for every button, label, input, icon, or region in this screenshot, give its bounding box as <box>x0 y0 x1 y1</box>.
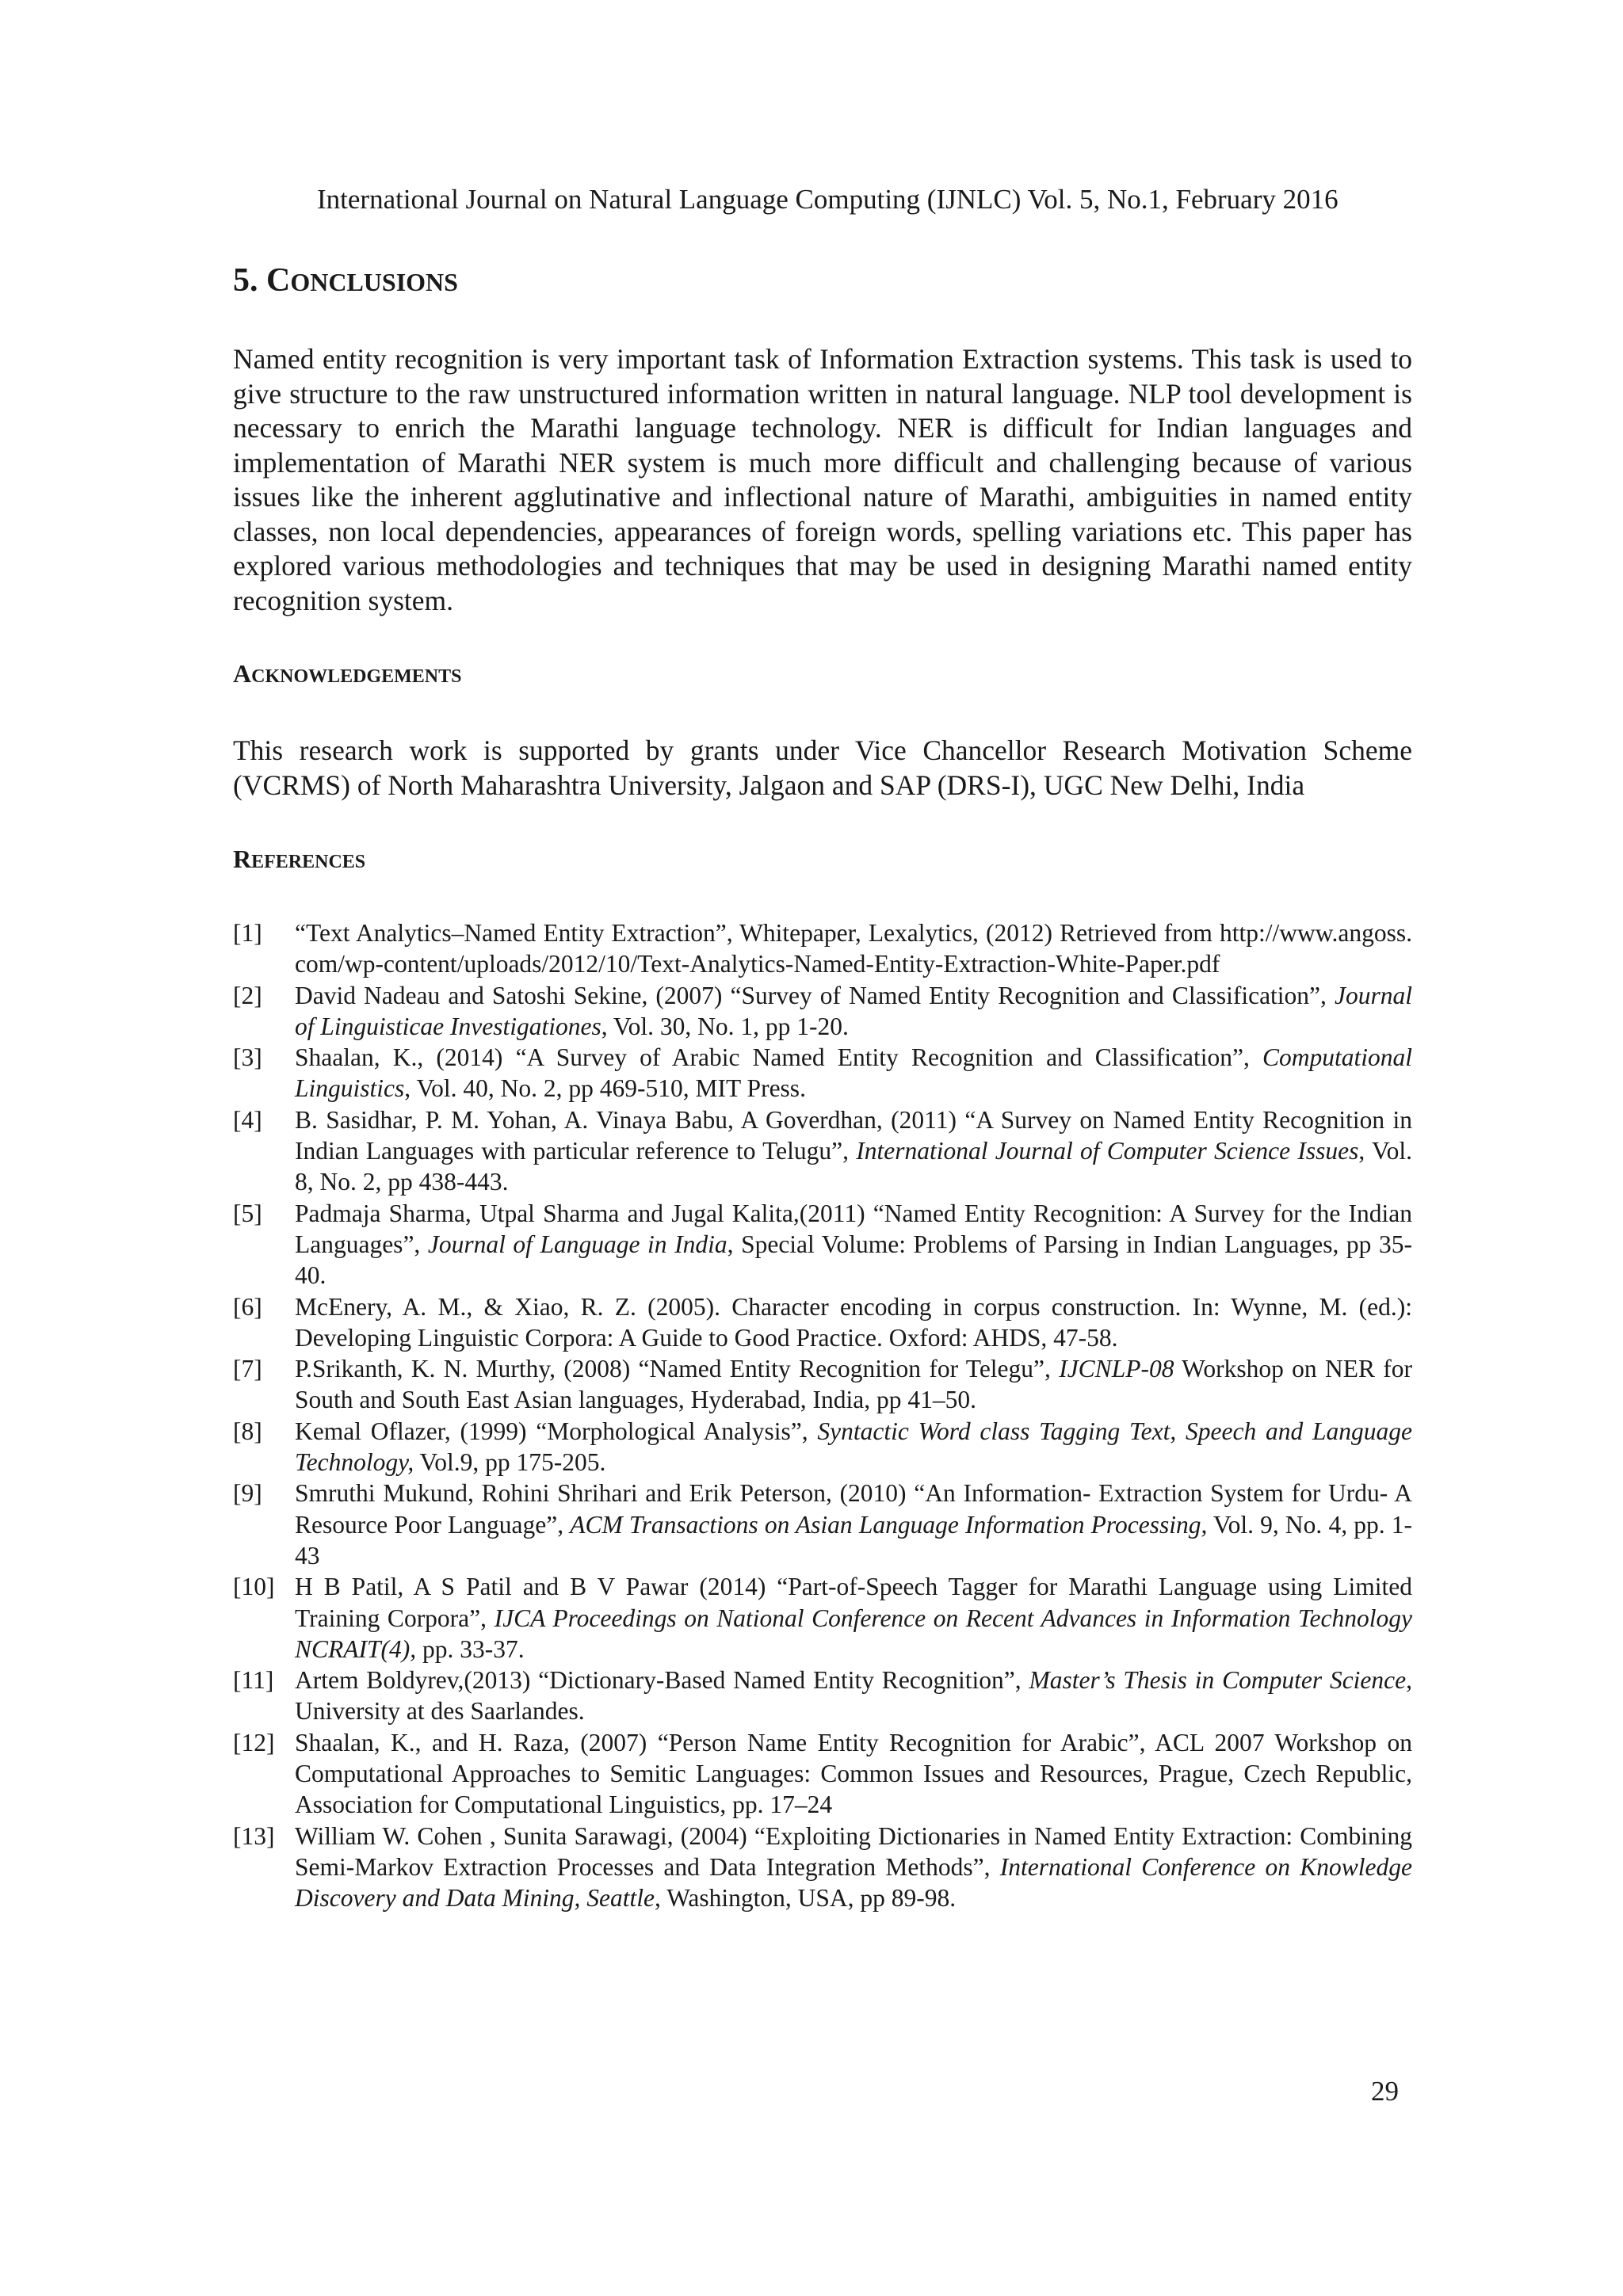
conclusions-heading-rest: ONCLUSIONS <box>290 268 458 296</box>
reference-item <box>233 1727 1412 1821</box>
reference-item <box>233 1104 1412 1198</box>
reference-item <box>233 1665 1412 1727</box>
references-heading-initial: R <box>233 845 252 873</box>
reference-text: “Text Analytics–Named Entity Extraction”, Whitepaper, Lexalytics, (2012) Retrieved from http://www.angoss.com/wp-content/uploads/2012/10/Text-Analytics-Named-Entity-Extraction-White-Paper.pdf <box>295 919 1412 978</box>
acknowledgements-paragraph: This research work is supported by grants under Vice Chancellor Research Motivation Scheme (VCRMS) of North Maharashtra University, Jalgaon and SAP (DRS-I), UGC New Delhi, India <box>233 734 1412 801</box>
conclusions-heading-initial: C <box>266 262 291 299</box>
references-heading-rest: EFERENCES <box>251 852 366 872</box>
reference-text: McEnery, A. M., & Xiao, R. Z. (2005). Character encoding in corpus construction. In: Wynne, M. (ed.): Developing Linguistic Corpora: A Guide to Good Practice. Oxford: AHDS, 47-58. <box>295 1292 1412 1352</box>
reference-item <box>233 1821 1412 1914</box>
reference-number: [7] <box>233 1355 262 1383</box>
reference-item <box>233 980 1412 1043</box>
reference-item <box>233 1478 1412 1571</box>
conclusions-heading-number: 5. <box>233 262 266 299</box>
reference-url[interactable]: http://www.angoss.com/wp-content/uploads/2012/10/Text-Analytics-Named-Entity-Extraction-White-Paper.pdf <box>295 919 1412 978</box>
reference-list <box>233 917 1412 1914</box>
reference-text: P.Srikanth, K. N. Murthy, (2008) “Named Entity Recognition for Telegu”, IJCNLP-08 Workshop on NER for South and South East Asian languages, Hyderabad, India, pp 41–50. <box>295 1355 1412 1414</box>
references-heading <box>233 845 365 874</box>
reference-number: [4] <box>233 1105 262 1134</box>
reference-number: [10] <box>233 1573 275 1601</box>
reference-number: [3] <box>233 1043 262 1072</box>
conclusions-heading <box>233 261 458 299</box>
reference-item <box>233 1353 1412 1416</box>
reference-text: Smruthi Mukund, Rohini Shrihari and Erik Peterson, (2010) “An Information- Extraction System for Urdu- A Resource Poor Language”, ACM Transactions on Asian Language Information Processing, Vol. 9, No. 4, pp. 1-43 <box>295 1479 1412 1569</box>
reference-number: [6] <box>233 1292 262 1321</box>
reference-number: [2] <box>233 981 262 1009</box>
reference-item <box>233 917 1412 980</box>
running-header: International Journal on Natural Language Computing (IJNLC) Vol. 5, No.1, February 2016 <box>317 184 1338 215</box>
reference-item <box>233 1198 1412 1291</box>
reference-text: William W. Cohen , Sunita Sarawagi, (2004) “Exploiting Dictionaries in Named Entity Extraction: Combining Semi-Markov Extraction Processes and Data Integration Methods”, International Conference on Knowledge Discovery and Data Mining, Seattle, Washington, USA, pp 89-98. <box>295 1821 1412 1913</box>
page-number: 29 <box>1371 2076 1399 2107</box>
reference-text: David Nadeau and Satoshi Sekine, (2007) “Survey of Named Entity Recognition and Classification”, Journal of Linguisticae Investigationes, Vol. 30, No. 1, pp 1-20. <box>295 981 1412 1040</box>
reference-item <box>233 1042 1412 1104</box>
acknowledgements-heading <box>233 659 461 688</box>
reference-text: Shaalan, K., (2014) “A Survey of Arabic Named Entity Recognition and Classification”, Computational Linguistics, Vol. 40, No. 2, pp 469-510, MIT Press. <box>295 1043 1412 1103</box>
reference-text: Padmaja Sharma, Utpal Sharma and Jugal Kalita,(2011) “Named Entity Recognition: A Survey for the Indian Languages”, Journal of Language in India, Special Volume: Problems of Parsing in Indian Languages, pp 35-40. <box>295 1199 1412 1290</box>
reference-item <box>233 1416 1412 1478</box>
reference-item <box>233 1291 1412 1354</box>
reference-number: [5] <box>233 1199 262 1227</box>
reference-text: B. Sasidhar, P. M. Yohan, A. Vinaya Babu, A Goverdhan, (2011) “A Survey on Named Entity Recognition in Indian Languages with particular reference to Telugu”, International Journal of Computer Science Issues, Vol. 8, No. 2, pp 438-443. <box>295 1105 1412 1196</box>
acknowledgements-heading-rest: CKNOWLEDGEMENTS <box>251 666 462 687</box>
reference-text: Shaalan, K., and H. Raza, (2007) “Person Name Entity Recognition for Arabic”, ACL 2007 Workshop on Computational Approaches to Semitic Languages: Common Issues and Resources, Prague, Czech Republic, Association for Computational Linguistics, pp. 17–24 <box>295 1728 1412 1819</box>
reference-number: [12] <box>233 1728 275 1756</box>
reference-item <box>233 1571 1412 1665</box>
reference-number: [9] <box>233 1479 262 1508</box>
reference-text: H B Patil, A S Patil and B V Pawar (2014) “Part-of-Speech Tagger for Marathi Language using Limited Training Corpora”, IJCA Proceedings on National Conference on Recent Advances in Information Technology NCRAIT(4), pp. 33-37. <box>295 1573 1412 1663</box>
reference-number: [8] <box>233 1417 262 1445</box>
reference-number: [11] <box>233 1666 274 1695</box>
reference-number: [1] <box>233 919 262 947</box>
reference-text: Artem Boldyrev,(2013) “Dictionary-Based Named Entity Recognition”, Master’s Thesis in Computer Science, University at des Saarlandes. <box>295 1666 1412 1726</box>
acknowledgements-heading-initial: A <box>233 659 252 688</box>
reference-text: Kemal Oflazer, (1999) “Morphological Analysis”, Syntactic Word class Tagging Text, Speech and Language Technology, Vol.9, pp 175-205. <box>295 1417 1412 1477</box>
conclusions-paragraph: Named entity recognition is very important task of Information Extraction systems. This task is used to give structure to the raw unstructured information written in natural language. NLP tool development is necessary to enrich the Marathi language technology. NER is difficult for Indian languages and implementation of Marathi NER system is much more difficult and challenging because of various issues like the inherent agglutinative and inflectional nature of Marathi, ambiguities in named entity classes, non local dependencies, appearances of foreign words, spelling variations etc. This paper has explored various methodologies and techniques that may be used in designing Marathi named entity recognition system. <box>233 343 1412 616</box>
reference-number: [13] <box>233 1821 275 1850</box>
